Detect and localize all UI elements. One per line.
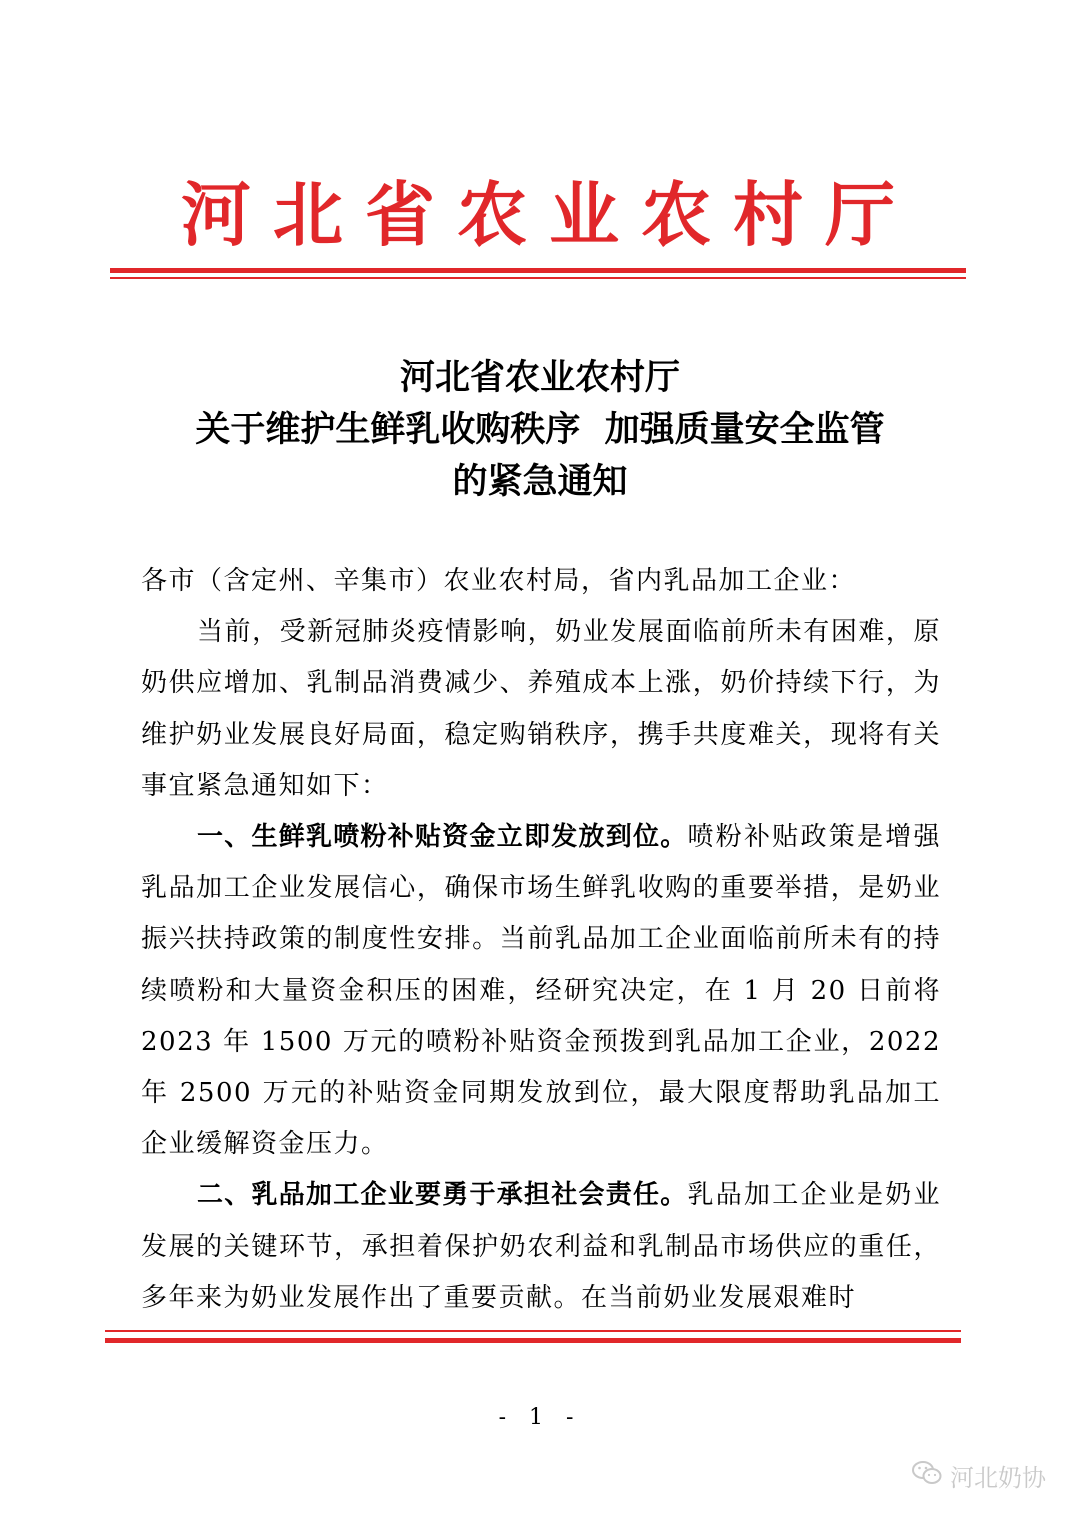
header-rule-thin xyxy=(110,277,966,279)
salutation: 各市（含定州、辛集市）农业农村局，省内乳品加工企业： xyxy=(141,566,857,596)
section-2-text: 乳品加工企业是奶业发展的关键环节，承担着保护奶农利益和乳制品市场供应的重任，多年来为奶业发展作出了重要贡献。在当前奶业发展艰难时 xyxy=(141,1180,941,1313)
intro-paragraph: 当前，受新冠肺炎疫情影响，奶业发展面临前所未有困难，原奶供应增加、乳制品消费减少、养殖成本上涨，奶价持续下行，为维护奶业发展良好局面，稳定购销秩序，携手共度难关，现将有关事宜紧急通知如下： xyxy=(141,617,941,801)
account-watermark xyxy=(912,1458,1046,1493)
page-number: - 1 - xyxy=(498,1405,582,1430)
title-line-3: 的紧急通知 xyxy=(452,462,628,502)
document-title xyxy=(60,352,1020,508)
section-1-heading: 一、生鲜乳喷粉补贴资金立即发放到位。 xyxy=(197,822,688,853)
section-2-heading: 二、乳品加工企业要勇于承担社会责任。 xyxy=(197,1180,688,1211)
title-line-2: 关于维护生鲜乳收购秩序 加强质量安全监管 xyxy=(195,410,885,450)
footer-rule-thin xyxy=(105,1330,961,1332)
org-header-title: 河北省农业农村厅 xyxy=(181,174,917,256)
title-line-1: 河北省农业农村厅 xyxy=(399,358,680,398)
footer-rule-thick xyxy=(105,1338,961,1343)
section-1-text: 喷粉补贴政策是增强乳品加工企业发展信心，确保市场生鲜乳收购的重要举措，是奶业振兴扶持政策的制度性安排。当前乳品加工企业面临前所未有的持续喷粉和大量资金积压的困难，经研究决定，在 1 月 20 日前将 2023 年 1500 万元的喷粉补贴资金预拨到乳品加工企业，2022 年 2500 万元的补贴资金同期发放到位，最大限度帮助乳品加工企业缓解资金压力。 xyxy=(141,822,941,1160)
document-body xyxy=(141,556,941,1324)
watermark-text: 河北奶协 xyxy=(950,1464,1046,1492)
wechat-icon xyxy=(912,1460,950,1492)
section-2-paragraph xyxy=(141,1170,941,1324)
section-1-paragraph xyxy=(141,812,941,1170)
header-rule-thick xyxy=(110,268,966,273)
